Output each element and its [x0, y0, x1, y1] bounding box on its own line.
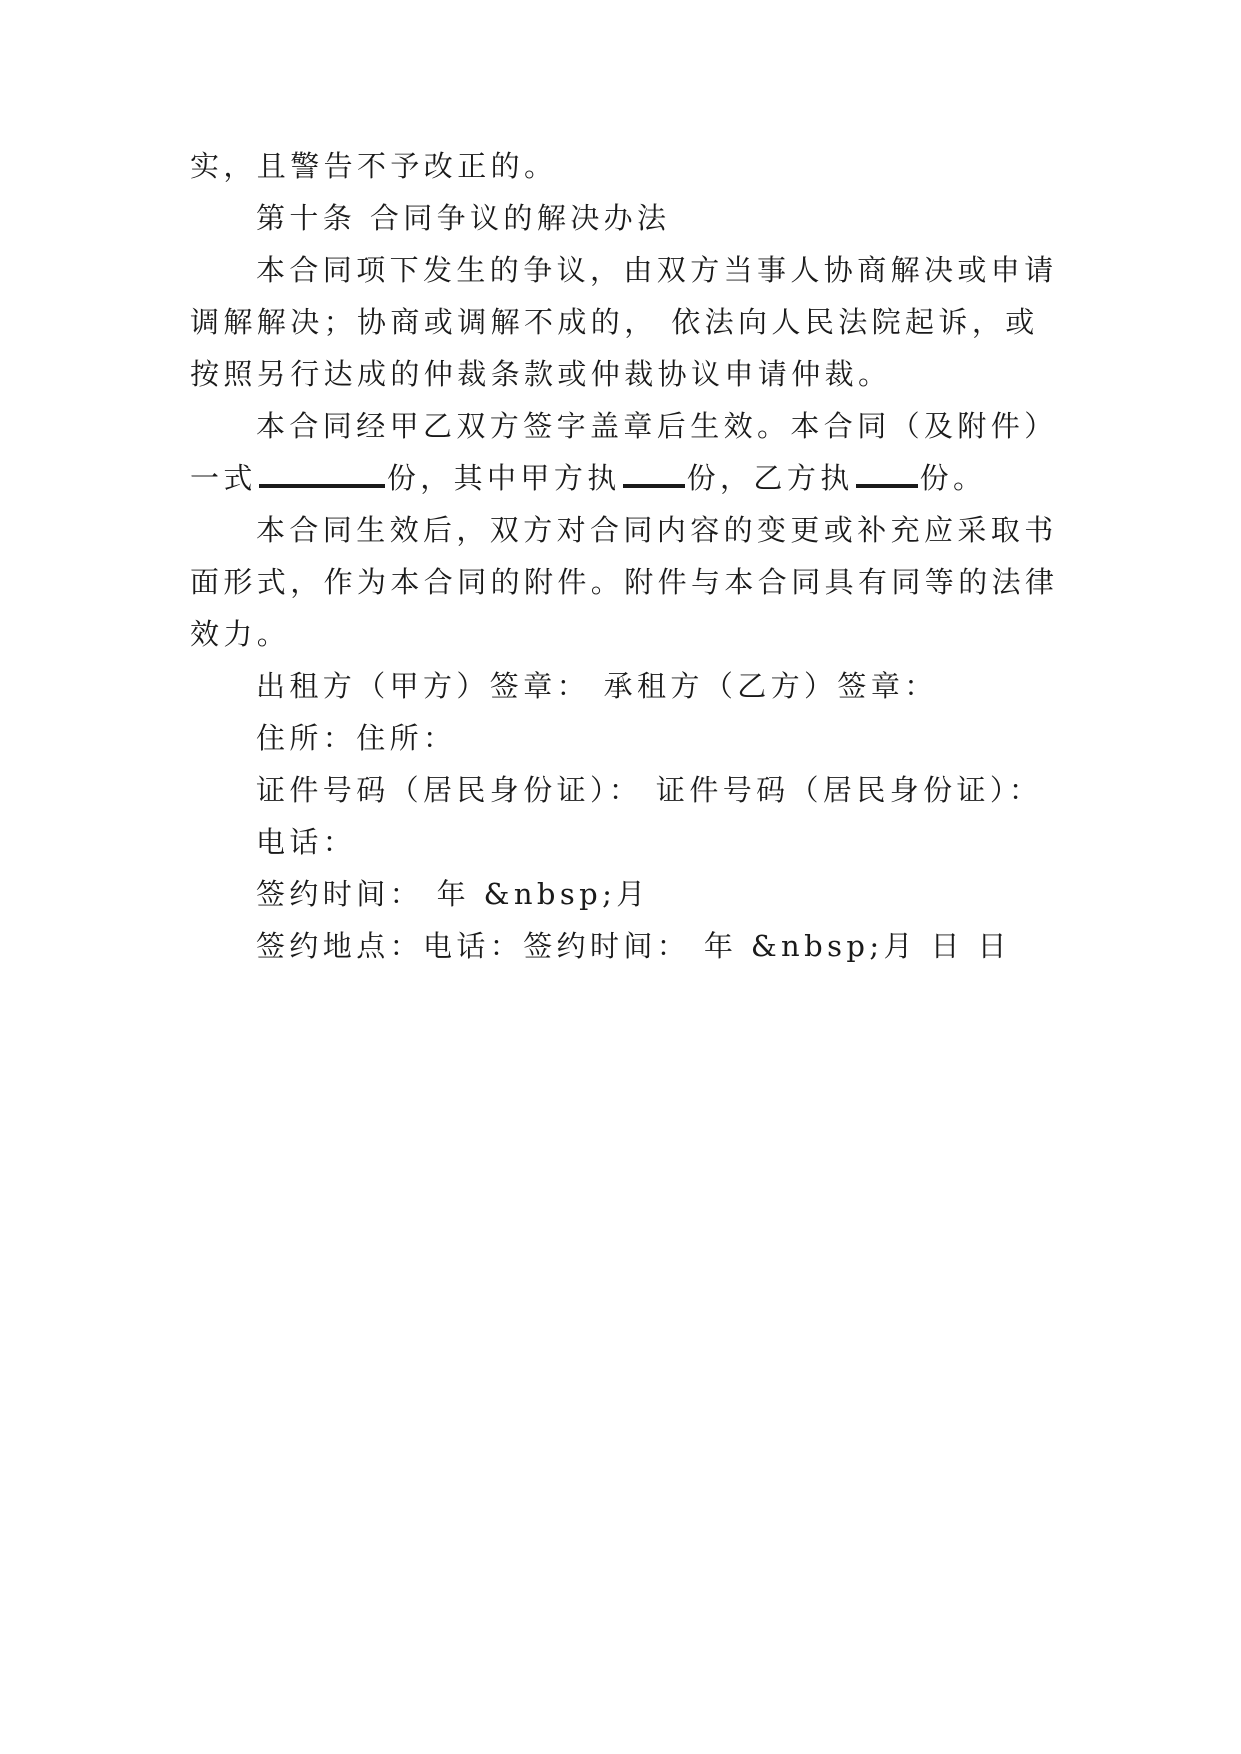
amendment-paragraph-line-2: 面形式，作为本合同的附件。附件与本合同具有同等的法律 [190, 565, 1059, 599]
party-a-copies-blank [623, 460, 685, 488]
phone-line: 电话： [256, 825, 357, 859]
copies-middle-2: 份，乙方执 [686, 461, 854, 495]
paragraph-continuation: 实，且警告不予改正的。 [190, 149, 558, 183]
dispute-paragraph-line-1: 本合同项下发生的争议，由双方当事人协商解决或申请 [256, 253, 1058, 287]
copies-suffix: 份。 [919, 461, 987, 495]
copies-middle-1: 份，其中甲方执 [386, 461, 621, 495]
copies-line [190, 458, 986, 498]
address-line: 住所：住所： [256, 721, 457, 755]
article-ten-heading: 第十条 合同争议的解决办法 [256, 201, 671, 235]
signing-date-line: 签约时间： 年 &nbsp;月 [256, 877, 650, 911]
effectiveness-paragraph-line-1: 本合同经甲乙双方签字盖章后生效。本合同（及附件） [256, 409, 1058, 443]
signing-place-line: 签约地点：电话：签约时间： 年 &nbsp;月 日 日 [256, 929, 1011, 963]
copies-prefix: 一式 [190, 461, 257, 495]
dispute-paragraph-line-3: 按照另行达成的仲裁条款或仲裁协议申请仲裁。 [190, 357, 892, 391]
signature-line: 出租方（甲方）签章： 承租方（乙方）签章： [256, 669, 938, 703]
amendment-paragraph-line-1: 本合同生效后，双方对合同内容的变更或补充应采取书 [256, 513, 1058, 547]
amendment-paragraph-line-3: 效力。 [190, 617, 291, 651]
party-b-copies-blank [856, 460, 918, 488]
dispute-paragraph-line-2: 调解解决；协商或调解不成的， 依法向人民法院起诉，或 [190, 305, 1039, 339]
id-number-line: 证件号码（居民身份证）： 证件号码（居民身份证）： [256, 773, 1043, 807]
total-copies-blank [259, 460, 385, 488]
